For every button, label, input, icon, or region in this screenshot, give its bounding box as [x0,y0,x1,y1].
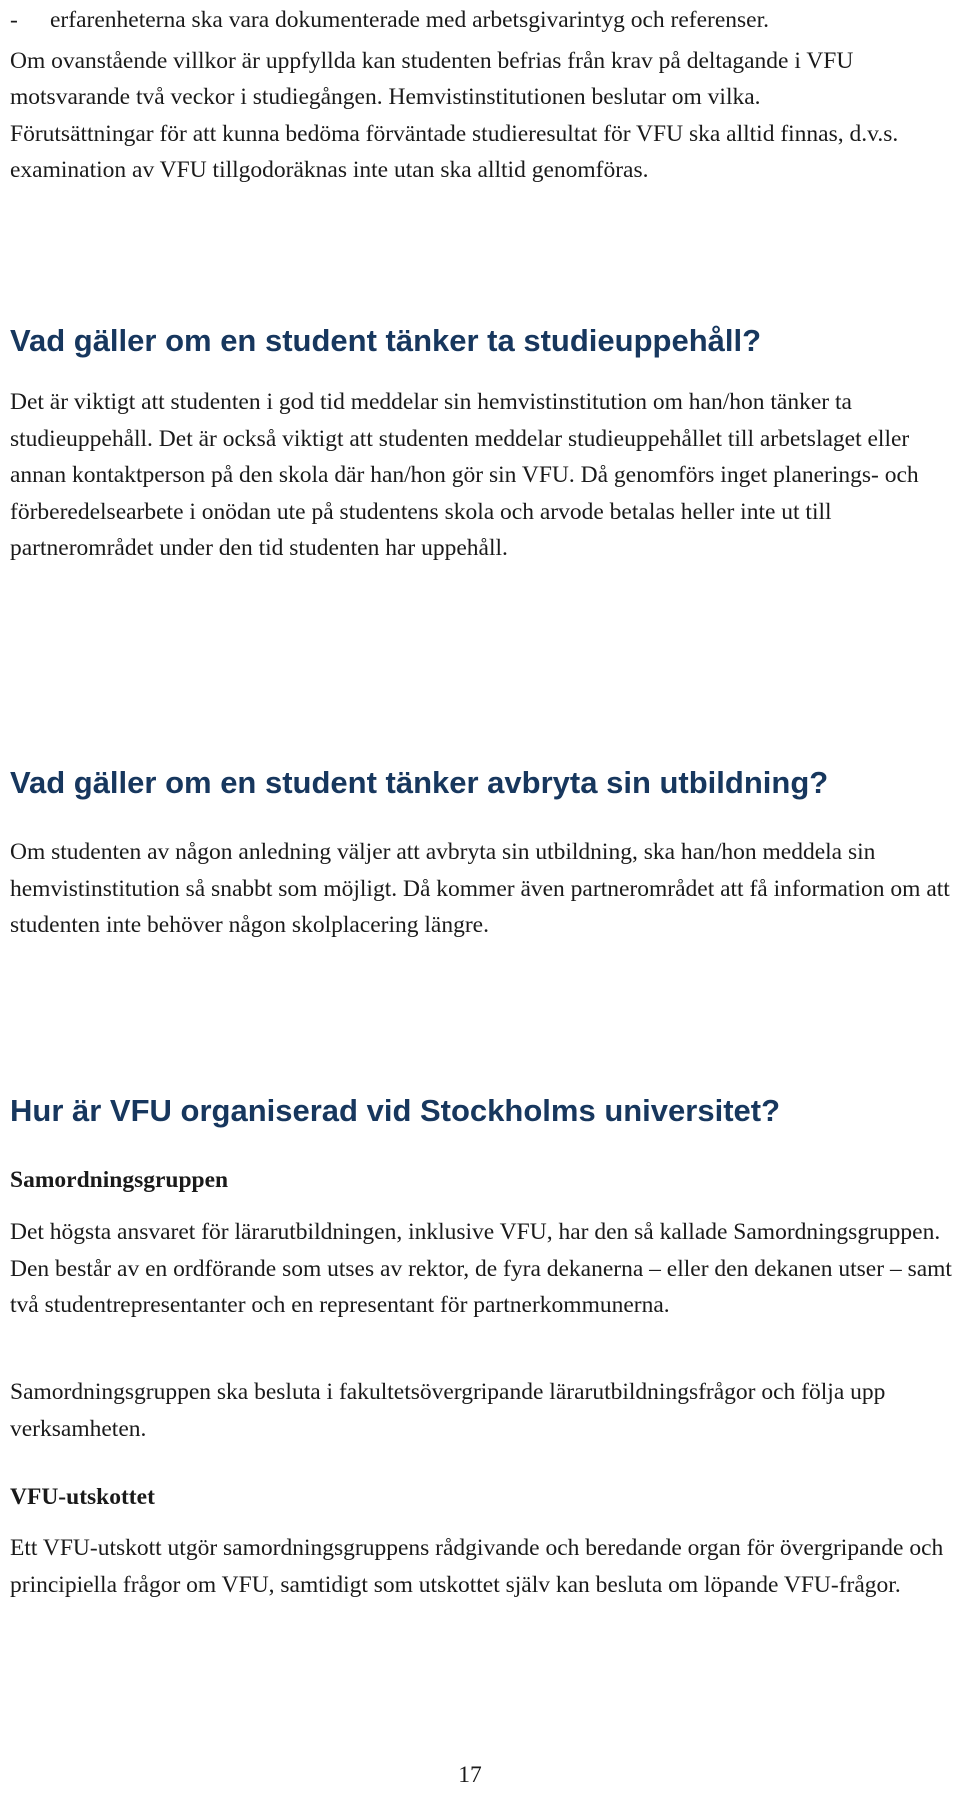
bullet-item [10,2,955,39]
paragraph-study-break: Det är viktigt att studenten i god tid meddelar sin hemvistinstitution om han/hon tänker ta studieuppehåll. Det är också viktigt att studenten meddelar studieuppehållet till arbetslaget eller annan kontaktperson på den skola där han/hon gör sin VFU. Då genomförs inget planerings- och förberedelsearbete i onödan ute på studentens skola och arvode betalas heller inte ut till partnerområdet under den tid studenten har uppehåll. [10,389,919,561]
paragraph-samordningsgruppen-1: Det högsta ansvaret för lärarutbildningen, inklusive VFU, har den så kallade Samordningsgruppen. Den består av en ordförande som utses av rektor, de fyra dekanerna – eller den dekanen utser – samt två studentrepresentanter och en representant för partnerkommunerna. [10,1219,952,1318]
heading-study-break: Vad gäller om en student tänker ta studieuppehåll? [10,323,762,358]
bullet-dash: - [10,7,18,33]
subheading-vfu-utskottet: VFU-utskottet [10,1484,155,1510]
heading-quit-education: Vad gäller om en student tänker avbryta sin utbildning? [10,765,829,800]
subheading-samordningsgruppen: Samordningsgruppen [10,1167,229,1193]
bullet-text: erfarenheterna ska vara dokumenterade med arbetsgivarintyg och referenser. [50,7,769,33]
paragraph-vfu-utskottet: Ett VFU-utskott utgör samordningsgruppens rådgivande och beredande organ för övergripande och principiella frågor om VFU, samtidigt som utskottet själv kan besluta om löpande VFU-frågor. [10,1535,944,1598]
heading-vfu-organization: Hur är VFU organiserad vid Stockholms universitet? [10,1093,781,1128]
paragraph-samordningsgruppen-2: Samordningsgruppen ska besluta i fakultetsövergripande lärarutbildningsfrågor och följa upp verksamheten. [10,1379,886,1442]
paragraph-exemption: Om ovanstående villkor är uppfyllda kan studenten befrias från krav på deltagande i VFU motsvarande två veckor i studiegången. Hemvistinstitutionen beslutar om vilka. [10,47,854,110]
paragraph-prerequisites: Förutsättningar för att kunna bedöma förväntade studieresultat för VFU ska alltid finnas, d.v.s. examination av VFU tillgodoräknas inte utan ska alltid genomföras. [10,120,899,183]
page-number: 17 [458,1762,482,1788]
paragraph-quit-education: Om studenten av någon anledning väljer att avbryta sin utbildning, ska han/hon meddela sin hemvistinstitution så snabbt som möjligt. Då kommer även partnerområdet att få information om att studenten inte behöver någon skolplacering längre. [10,839,950,938]
intro-block [10,2,955,189]
